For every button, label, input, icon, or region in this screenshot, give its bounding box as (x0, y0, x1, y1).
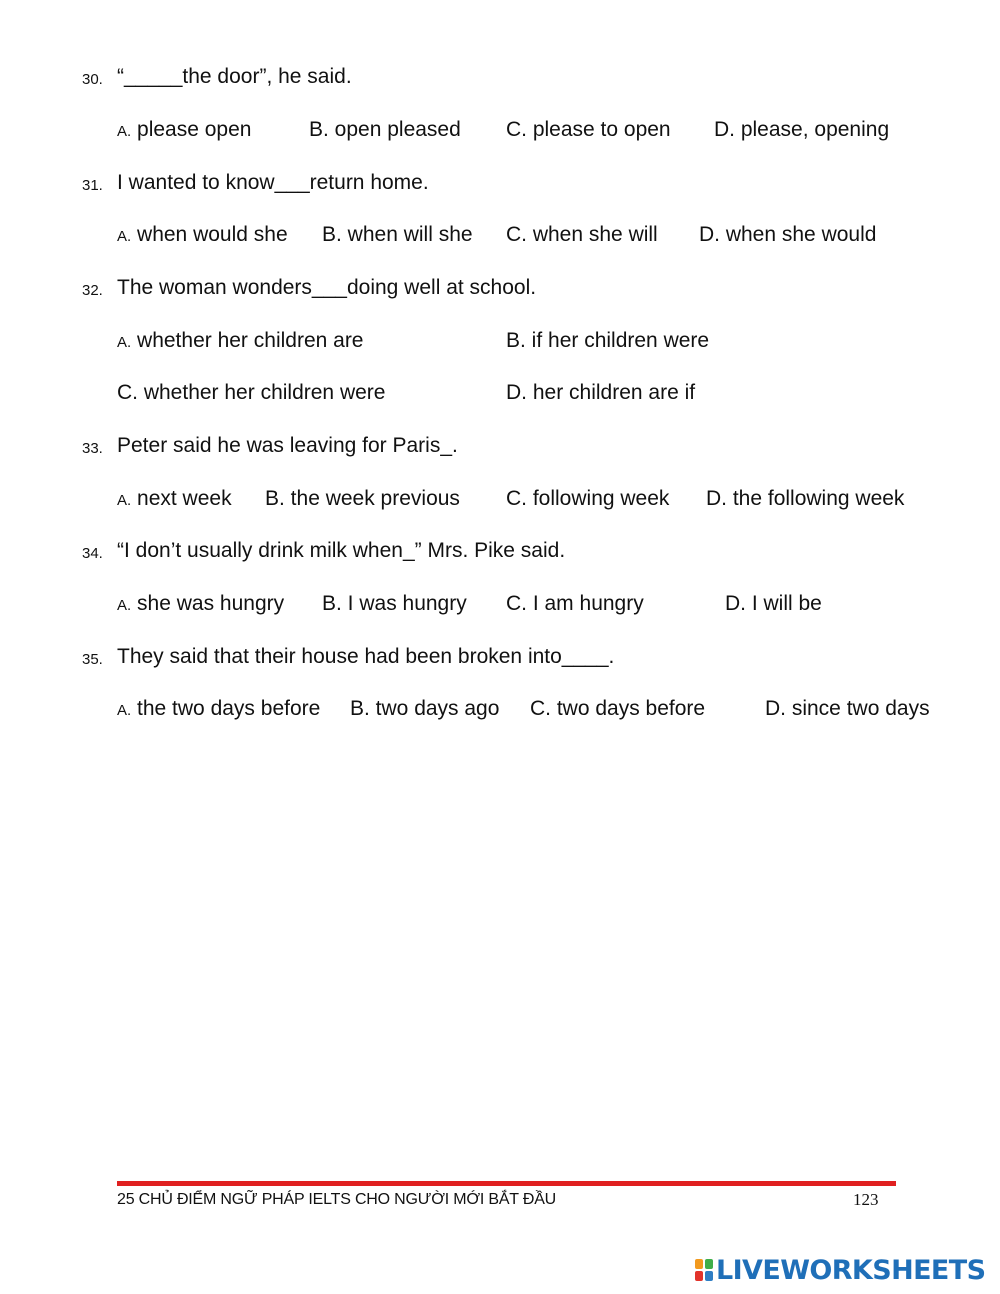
option-a: A. whether her children are (117, 329, 364, 352)
option-a: A. when would she (117, 223, 288, 246)
option-b: B. if her children were (506, 329, 710, 352)
liveworksheets-grid-icon (694, 1258, 714, 1282)
footer-title: 25 CHỦ ĐIỂM NGỮ PHÁP IELTS CHO NGƯỜI MỚI BẮT ĐẦU (117, 1191, 557, 1208)
question-text: I wanted to know___return home. (117, 171, 429, 194)
question-text: The woman wonders___doing well at school. (117, 276, 537, 299)
question-text: “_____the door”, he said. (117, 65, 352, 88)
liveworksheets-logo (694, 1253, 985, 1287)
option-b: B. open pleased (309, 118, 461, 141)
option-a: A. please open (117, 118, 252, 141)
question-number: 35. (82, 651, 103, 668)
option-b: B. two days ago (350, 697, 500, 720)
brand-name: LIVEWORKSHEETS (716, 1254, 986, 1286)
option-d: D. her children are if (506, 381, 696, 404)
question-text: “I don’t usually drink milk when_” Mrs. Pike said. (117, 539, 566, 562)
question-number: 33. (82, 440, 103, 457)
question-number: 30. (82, 71, 103, 88)
option-d: D. since two days (765, 697, 930, 720)
question-number: 31. (82, 177, 103, 194)
option-a: A. she was hungry (117, 592, 285, 615)
option-d: D. the following week (706, 487, 905, 510)
option-c: C. when she will (506, 223, 658, 246)
option-b: B. I was hungry (322, 592, 467, 615)
option-a: A. the two days before (117, 697, 321, 720)
option-b: B. the week previous (265, 487, 460, 510)
option-a: A. next week (117, 487, 232, 510)
option-d: D. please, opening (714, 118, 890, 141)
option-d: D. when she would (699, 223, 877, 246)
question-text: They said that their house had been broken into____. (117, 645, 615, 668)
option-c: C. please to open (506, 118, 671, 141)
footer-divider (117, 1181, 896, 1186)
option-b: B. when will she (322, 223, 473, 246)
option-c: C. two days before (530, 697, 706, 720)
option-c: C. following week (506, 487, 670, 510)
question-text: Peter said he was leaving for Paris_. (117, 434, 458, 457)
page-number: 123 (853, 1190, 879, 1209)
option-c: C. I am hungry (506, 592, 644, 615)
option-d: D. I will be (725, 592, 822, 615)
question-number: 32. (82, 282, 103, 299)
question-number: 34. (82, 545, 103, 562)
option-c: C. whether her children were (117, 381, 386, 404)
